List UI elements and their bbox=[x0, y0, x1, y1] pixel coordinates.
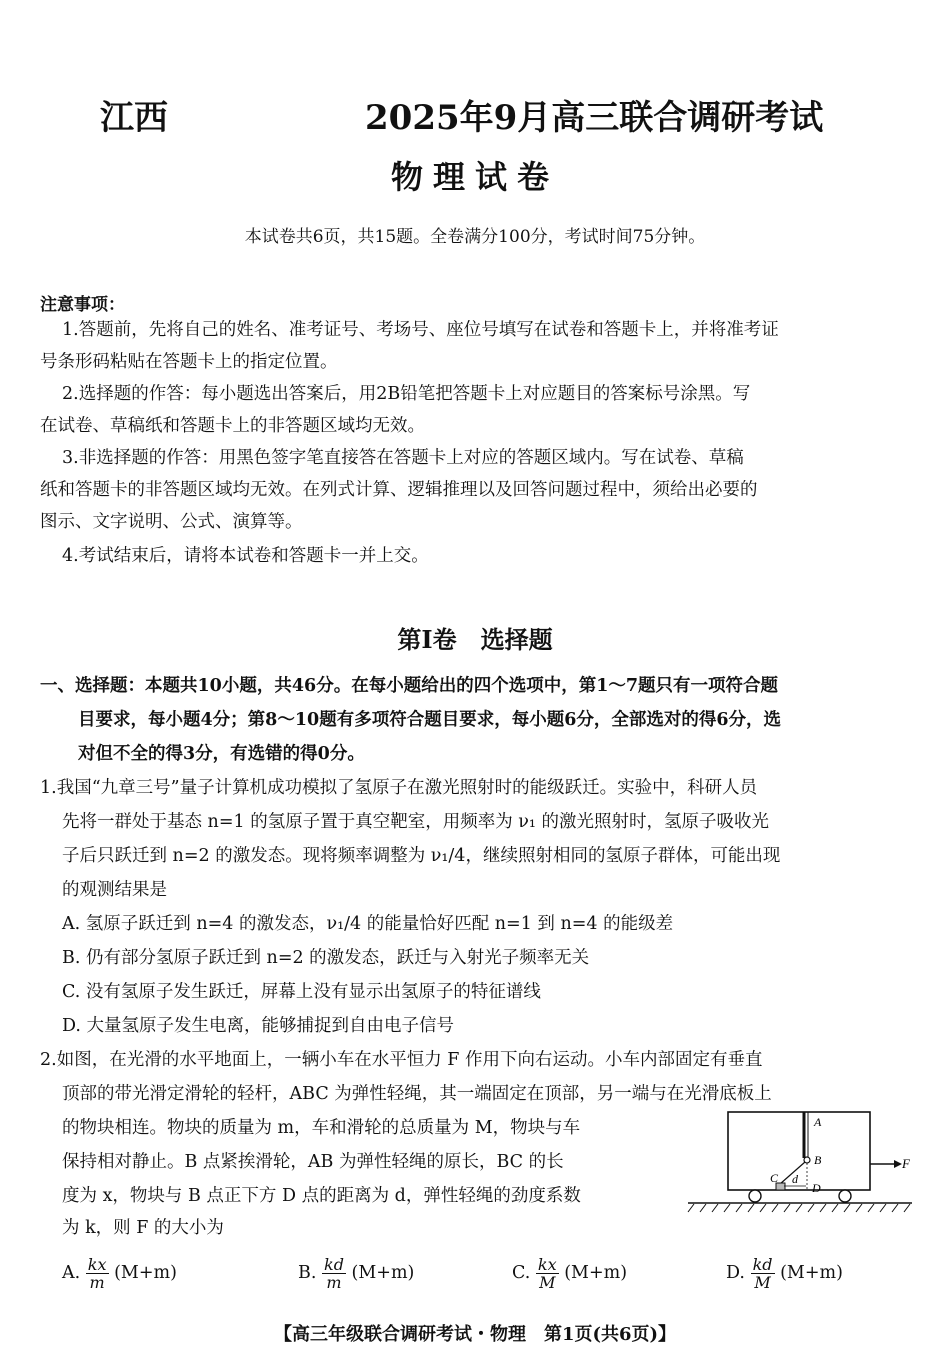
exam-info: 本试卷共6页，共15题。全卷满分100分，考试时间75分钟。 bbox=[244, 227, 706, 247]
q2-option-a-label: A. bbox=[62, 1263, 81, 1283]
section-instruction-line-2: 目要求，每小题4分；第8～10题有多项符合题目要求，每小题6分，全部选对的得6分，选 bbox=[78, 710, 782, 730]
q2-stem-line-2: 顶部的带光滑定滑轮的轻杆，ABC 为弹性轻绳，其一端固定在顶部，另一端与在光滑底板上 bbox=[62, 1084, 772, 1104]
notice-item-2-line-2: 在试卷、草稿纸和答题卡上的非答题区域均无效。 bbox=[40, 416, 425, 436]
section-instruction-line-3: 对但不全的得3分，有选错的得0分。 bbox=[78, 744, 365, 764]
label-f: F bbox=[902, 1156, 910, 1171]
page-footer: 【高三年级联合调研考试・物理 第1页(共6页)】 bbox=[273, 1324, 677, 1345]
q2-stem-line-4: 保持相对静止。B 点紧挨滑轮，AB 为弹性轻绳的原长，BC 的长 bbox=[62, 1152, 564, 1172]
q2-option-d-tail: (M+m) bbox=[780, 1263, 843, 1283]
left-wheel bbox=[749, 1190, 761, 1202]
q2-option-b-label: B. bbox=[298, 1263, 317, 1283]
q2-option-d bbox=[726, 1256, 843, 1291]
q2-stem-line-1: 2.如图，在光滑的水平地面上，一辆小车在水平恒力 F 作用下向右运动。小车内部固定有垂直 bbox=[40, 1050, 763, 1070]
notice-item-2-line-1: 2.选择题的作答：每小题选出答案后，用2B铅笔把答题卡上对应题目的答案标号涂黑。写 bbox=[62, 384, 751, 404]
section-instruction-line-1: 一、选择题：本题共10小题，共46分。在每小题给出的四个选项中，第1～7题只有一项符合题 bbox=[40, 676, 779, 696]
force-arrowhead bbox=[894, 1160, 902, 1168]
q1-stem-line-1: 1.我国“九章三号”量子计算机成功模拟了氢原子在激光照射时的能级跃迁。实验中，科研人员 bbox=[40, 778, 758, 798]
label-d-distance: d bbox=[792, 1172, 798, 1186]
q2-option-a-fraction bbox=[86, 1256, 109, 1291]
q2-stem-line-3: 的物块相连。物块的质量为 m，车和滑轮的总质量为 M，物块与车 bbox=[62, 1118, 581, 1138]
q1-option-b: B. 仍有部分氢原子跃迁到 n=2 的激发态，跃迁与入射光子频率无关 bbox=[62, 948, 590, 968]
q2-option-d-numerator: kd bbox=[752, 1255, 773, 1274]
q2-option-a-tail: (M+m) bbox=[114, 1263, 177, 1283]
q2-option-b-tail: (M+m) bbox=[351, 1263, 415, 1283]
q2-option-a bbox=[62, 1256, 177, 1291]
subject-title: 物理试卷 bbox=[390, 158, 559, 196]
notice-item-1-line-2: 号条形码粘贴在答题卡上的指定位置。 bbox=[40, 352, 338, 372]
q1-option-c: C. 没有氢原子发生跃迁，屏幕上没有显示出氢原子的特征谱线 bbox=[62, 982, 541, 1002]
notice-item-3-line-3: 图示、文字说明、公式、演算等。 bbox=[40, 512, 303, 532]
q2-option-d-denominator: M bbox=[754, 1273, 771, 1292]
q1-option-d: D. 大量氢原子发生电离，能够捕捉到自由电子信号 bbox=[62, 1016, 455, 1036]
notice-heading: 注意事项： bbox=[40, 295, 125, 315]
q2-option-b-numerator: kd bbox=[324, 1255, 344, 1274]
q1-stem-line-2: 先将一群处于基态 n=1 的氢原子置于真空靶室，用频率为 ν₁ 的激光照射时，氢原子吸收光 bbox=[62, 812, 769, 832]
q2-option-d-label: D. bbox=[726, 1263, 745, 1283]
q2-stem-line-5: 度为 x，物块与 B 点正下方 D 点的距离为 d，弹性轻绳的劲度系数 bbox=[62, 1186, 581, 1206]
q2-option-c-label: C. bbox=[512, 1263, 531, 1283]
q2-option-c-tail: (M+m) bbox=[564, 1263, 628, 1283]
q2-option-d-fraction bbox=[751, 1256, 775, 1291]
right-wheel bbox=[839, 1190, 851, 1202]
notice-item-1-line-1: 1.答题前，先将自己的姓名、准考证号、考场号、座位号填写在试卷和答题卡上，并将准考证 bbox=[62, 320, 779, 340]
q2-option-b-fraction bbox=[322, 1256, 346, 1291]
q2-option-b bbox=[298, 1256, 414, 1291]
label-c: C bbox=[770, 1171, 779, 1185]
q2-stem-line-6: 为 k，则 F 的大小为 bbox=[62, 1218, 224, 1238]
q2-option-c-denominator: M bbox=[539, 1273, 556, 1292]
label-b: B bbox=[814, 1153, 822, 1167]
q2-option-a-denominator: m bbox=[89, 1273, 105, 1292]
q2-option-a-numerator: kx bbox=[87, 1255, 107, 1274]
ground-hatching bbox=[688, 1204, 910, 1212]
notice-item-3-line-2: 纸和答题卡的非答题区域均无效。在列式计算、逻辑推理以及回答问题过程中，须给出必要的 bbox=[40, 480, 758, 500]
q1-option-a: A. 氢原子跃迁到 n=4 的激发态，ν₁/4 的能量恰好匹配 n=1 到 n=4 的能级差 bbox=[62, 914, 674, 934]
exam-region: 江西 bbox=[100, 98, 168, 138]
q2-option-b-denominator: m bbox=[326, 1273, 342, 1292]
section-title: 第Ⅰ卷 选择题 bbox=[397, 625, 553, 654]
q2-option-c bbox=[512, 1256, 627, 1291]
exam-title: 2025年9月高三联合调研考试 bbox=[365, 98, 824, 138]
label-a: A bbox=[814, 1115, 822, 1129]
q2-figure bbox=[680, 1108, 920, 1216]
q1-stem-line-3: 子后只跃迁到 n=2 的激发态。现将频率调整为 ν₁/4，继续照射相同的氢原子群体，可能出现 bbox=[62, 846, 781, 866]
notice-item-4: 4.考试结束后，请将本试卷和答题卡一并上交。 bbox=[62, 546, 429, 566]
cart-body bbox=[728, 1112, 870, 1190]
label-d-point: D bbox=[812, 1181, 821, 1195]
q2-option-c-fraction bbox=[536, 1256, 559, 1291]
q1-stem-line-4: 的观测结果是 bbox=[62, 880, 167, 900]
q2-option-c-numerator: kx bbox=[537, 1255, 557, 1274]
notice-item-3-line-1: 3.非选择题的作答：用黑色签字笔直接答在答题卡上对应的答题区域内。写在试卷、草稿 bbox=[62, 448, 744, 468]
